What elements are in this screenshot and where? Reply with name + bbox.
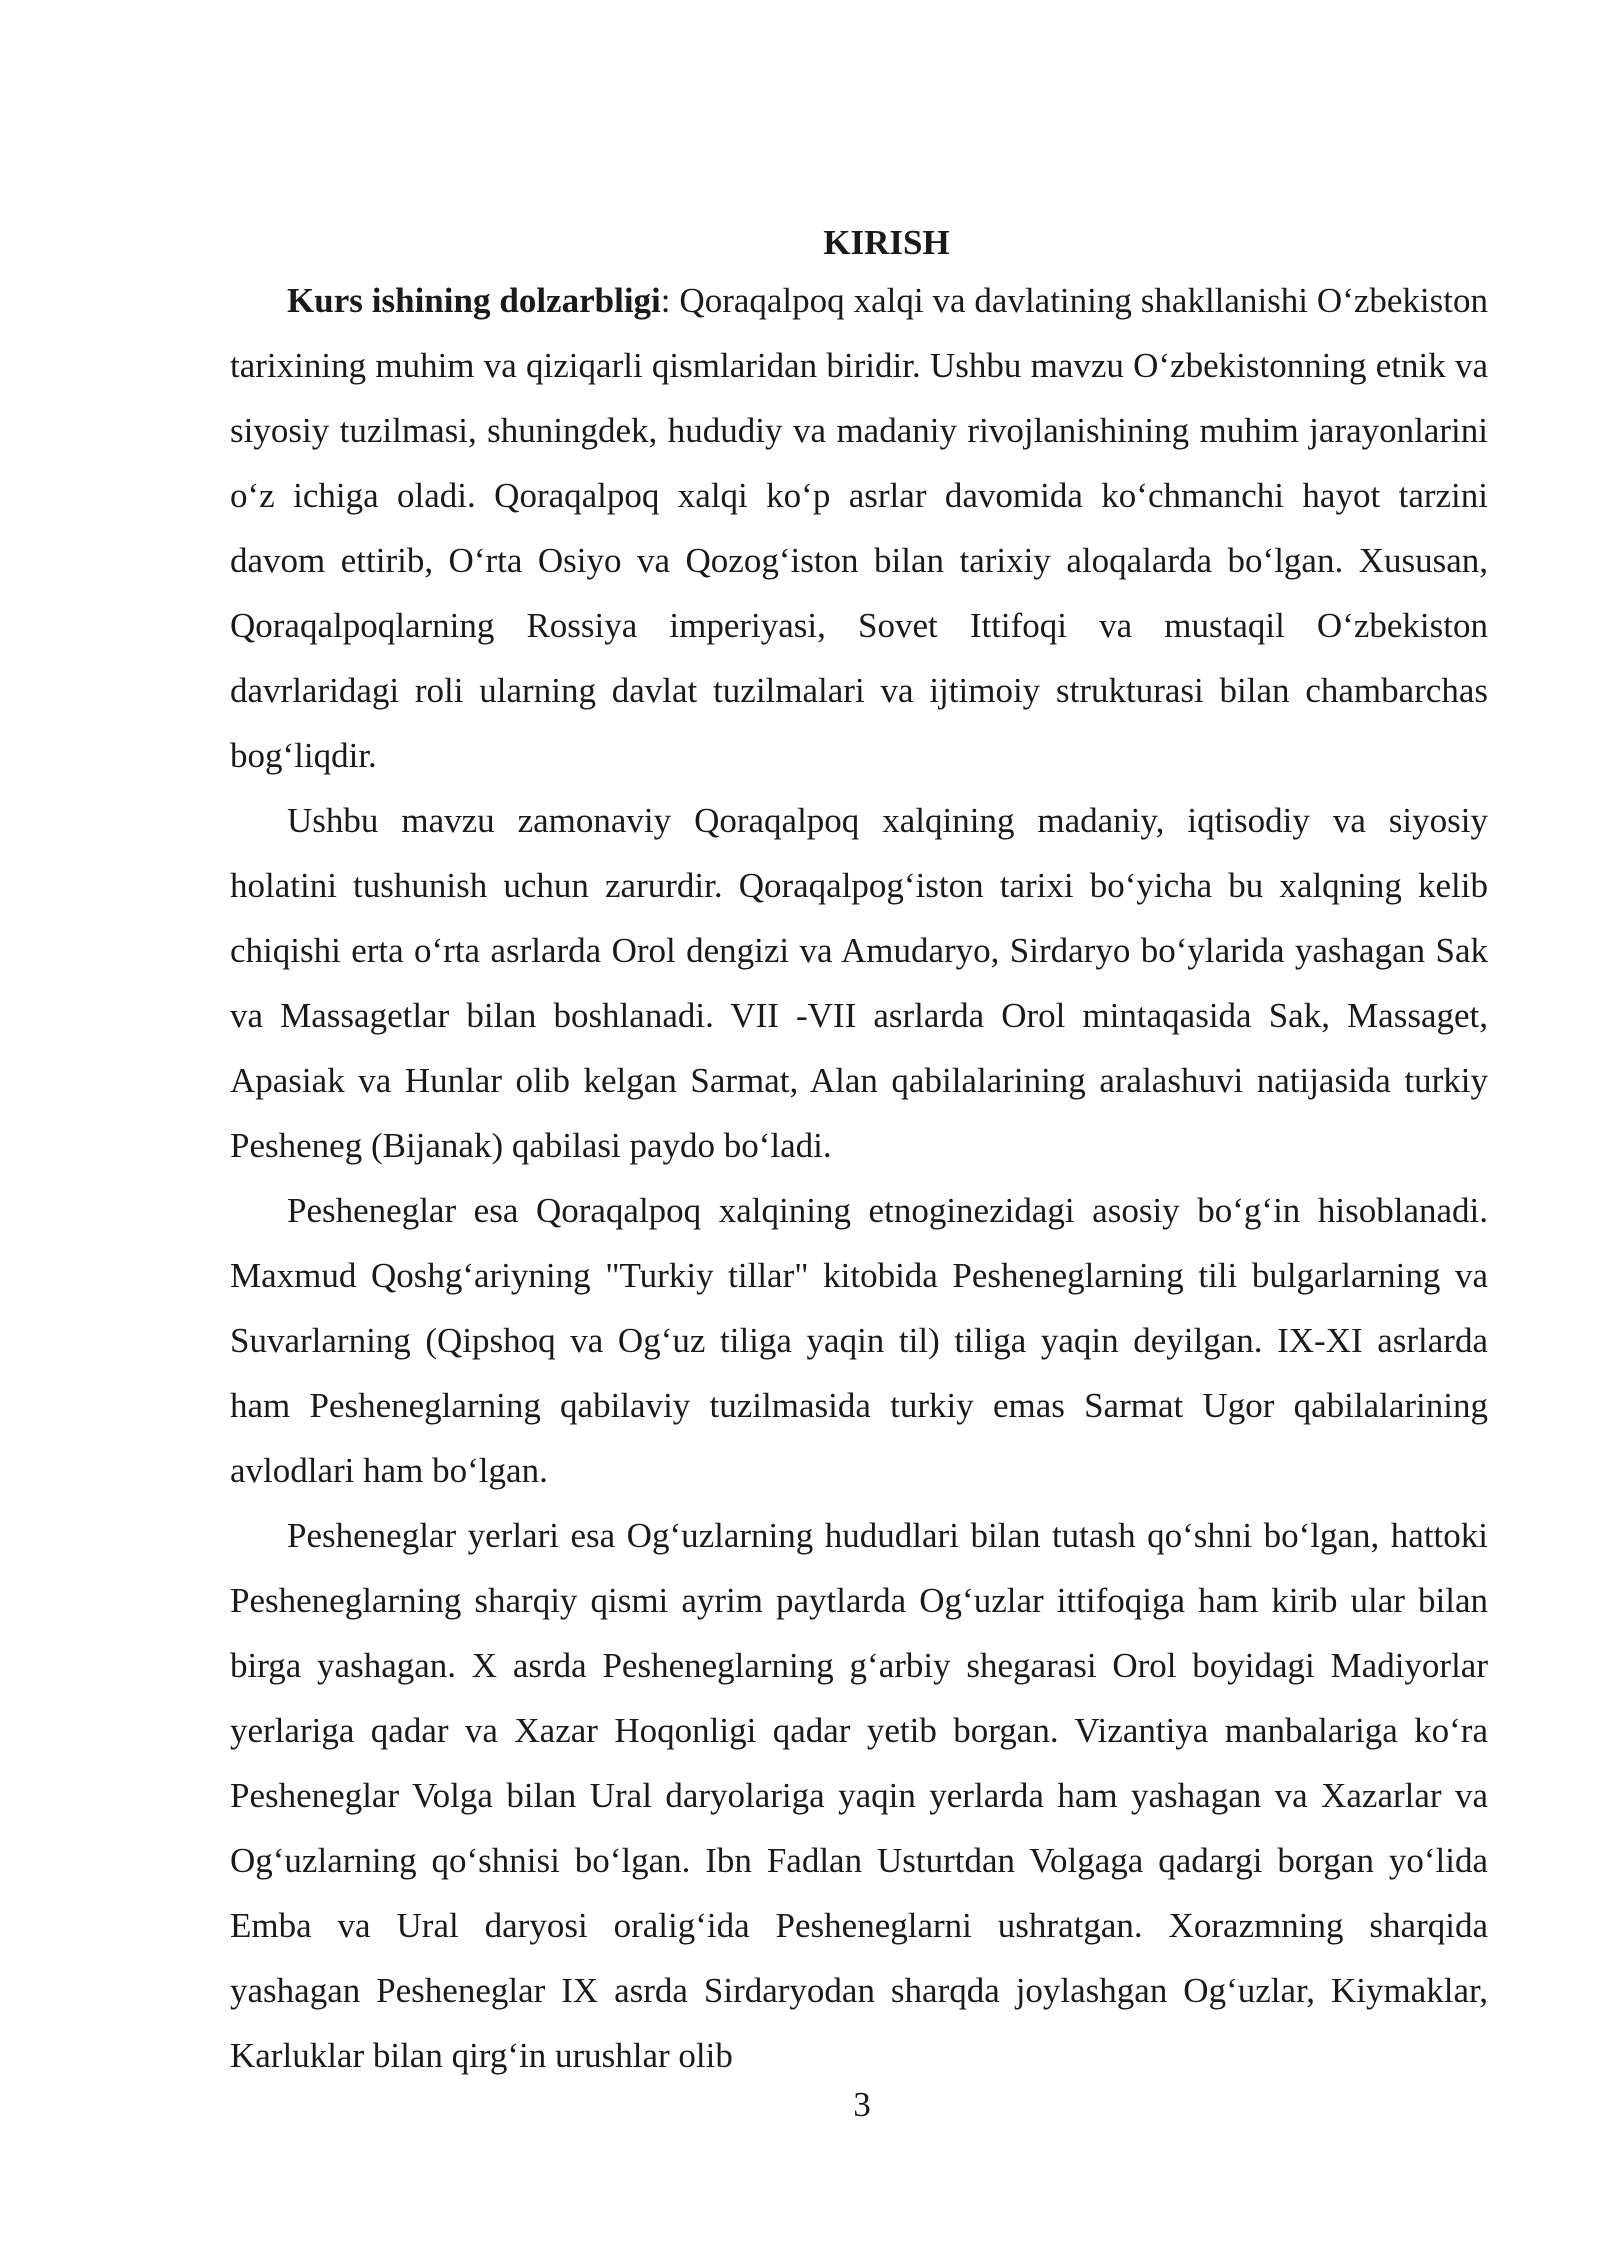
paragraph-text: : Qoraqalpoq xalqi va davlatining shakllanishi O‘zbekiston tarixining muhim va qiziqarli qismlaridan biridir. Ushbu mavzu O‘zbekistonning etnik va siyosiy tuzilmasi, shuningdek, hududiy va madaniy rivojlanishining muhim jarayonlarini o‘z ichiga oladi. Qoraqalpoq xalqi ko‘p asrlar davomida ko‘chmanchi hayot tarzini davom ettirib, O‘rta Osiyo va Qozog‘iston bilan tarixiy aloqalarda bo‘lgan. Xususan, Qoraqalpoqlarning Rossiya imperiyasi, Sovet Ittifoqi va mustaqil O‘zbekiston davrlaridagi roli ularning davlat tuzilmalari va ijtimoiy strukturasi bilan chambarchas bog‘liqdir. bbox=[230, 281, 1488, 775]
page-content bbox=[230, 218, 1488, 2088]
page-title: KIRISH bbox=[823, 223, 950, 262]
page-number: 3 bbox=[853, 2085, 871, 2124]
paragraph bbox=[230, 268, 1488, 788]
paragraph-lead: Kurs ishining dolzarbligi bbox=[287, 281, 661, 320]
paragraph: Pesheneglar esa Qoraqalpoq xalqining etnoginezidagi asosiy bo‘g‘in hisoblanadi. Maxmud Qoshg‘ariyning "Turkiy tillar" kitobida Pesheneglarning tili bulgarlarning va Suvarlarning (Qipshoq va Og‘uz tiliga yaqin til) tiliga yaqin deyilgan. IX-XI asrlarda ham Pesheneglarning qabilaviy tuzilmasida turkiy emas Sarmat Ugor qabilalarining avlodlari ham bo‘lgan. bbox=[230, 1191, 1488, 1490]
paragraph: Pesheneglar yerlari esa Og‘uzlarning hududlari bilan tutash qo‘shni bo‘lgan, hattoki Pesheneglarning sharqiy qismi ayrim paytlarda Og‘uzlar ittifoqiga ham kirib ular bilan birga yashagan. X asrda Pesheneglarning g‘arbiy shegarasi Orol boyidagi Madiyorlar yerlariga qadar va Xazar Hoqonligi qadar yetib borgan. Vizantiya manbalariga ko‘ra Pesheneglar Volga bilan Ural daryolariga yaqin yerlarda ham yashagan va Xazarlar va Og‘uzlarning qo‘shnisi bo‘lgan. Ibn Fadlan Usturtdan Volgaga qadargi borgan yo‘lida Emba va Ural daryosi oralig‘ida Pesheneglarni ushratgan. Xorazmning sharqida yashagan Pesheneglar IX asrda Sirdaryodan sharqda joylashgan Og‘uzlar, Kiymaklar, Karluklar bilan qirg‘in urushlar olib bbox=[230, 1516, 1488, 2075]
paragraph: Ushbu mavzu zamonaviy Qoraqalpoq xalqining madaniy, iqtisodiy va siyosiy holatini tushunish uchun zarurdir. Qoraqalpog‘iston tarixi bo‘yicha bu xalqning kelib chiqishi erta o‘rta asrlarda Orol dengizi va Amudaryo, Sirdaryo bo‘ylarida yashagan Sak va Massagetlar bilan boshlanadi. VII -VII asrlarda Orol mintaqasida Sak, Massaget, Apasiak va Hunlar olib kelgan Sarmat, Alan qabilalarining aralashuvi natijasida turkiy Pesheneg (Bijanak) qabilasi paydo bo‘ladi. bbox=[230, 801, 1488, 1165]
